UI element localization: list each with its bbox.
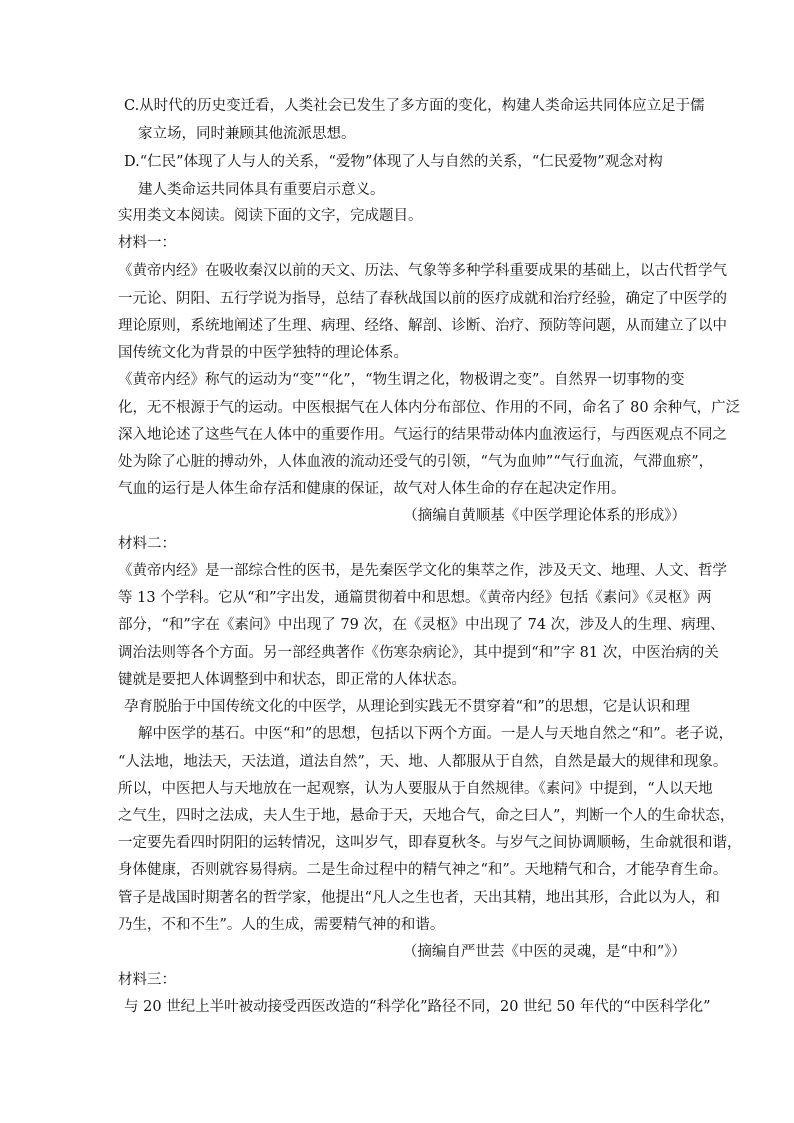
material-2-p2-line: 所以，中医把人与天地放在一起观察，认为人要服从于自然规律。《素问》中提到，“人以天地	[118, 781, 713, 797]
material-1-heading: 材料一：	[118, 235, 176, 251]
material-2-p2-line: 解中医学的基石。中医“和”的思想，包括以下两个方面。一是人与天地自然之“和”。老子说，	[138, 726, 734, 742]
material-1-p1-line: 理论原则，系统地阐述了生理、病理、经络、解剖、诊断、治疗、预防等问题，从而建立了以中	[118, 318, 727, 334]
material-2-p1-line: 部分，“和”字在《素问》中出现了 79 次，在《灵枢》中出现了 74 次，涉及人的生理、病理、	[118, 617, 725, 633]
option-c-line-2: 家立场，同时兼顾其他流派思想。	[138, 126, 356, 142]
option-c-line-1: C.从时代的历史变迁看，人类社会已发生了多方面的变化，构建人类命运共同体应立足于儒	[124, 98, 705, 114]
material-2-p2-line: 身体健康，否则就容易得病。二是生命过程中的精气神之“和”。天地精气和合，才能孕育生命。	[118, 862, 728, 878]
material-3-p1-line: 与 20 世纪上半叶被动接受西医改造的“科学化”路径不同，20 世纪 50 年代的“中医科学化”	[124, 999, 711, 1015]
option-d-line-2: 建人类命运共同体具有重要启示意义。	[138, 182, 385, 198]
material-1-p2-line: 《黄帝内经》称气的运动为“变”“化”，“物生谓之化，物极谓之变”。自然界一切事物的变	[118, 372, 685, 388]
material-2-p2-line: 之气生，四时之法成，夫人生于地，悬命于天，天地合气，命之曰人”，判断一个人的生命状态，	[118, 808, 735, 824]
material-2-p1-line: 《黄帝内经》是一部综合性的医书，是先秦医学文化的集萃之作，涉及天文、地理、人文、哲学	[118, 563, 727, 579]
material-1-source: （摘编自黄顺基《中医学理论体系的形成》）	[403, 508, 686, 524]
section-instruction: 实用类文本阅读。阅读下面的文字，完成题目。	[118, 208, 423, 224]
material-1-p2-line: 处为除了心脏的搏动外，人体血液的流动还受气的引领，“气为血帅”“气行血流，气滞血瘀”，	[118, 454, 714, 470]
material-2-heading: 材料二：	[118, 536, 176, 552]
material-3-heading: 材料三：	[118, 972, 176, 988]
material-2-p2-line: 一定要先看四时阴阳的运转情况，这叫岁气，即春夏秋冬。与岁气之间协调顺畅，生命就很和谐，	[118, 835, 742, 851]
material-2-p1-line: 键就是要把人体调整到中和状态，即正常的人体状态。	[118, 672, 466, 688]
material-1-p2-line: 化，无不根源于气的运动。中医根据气在人体内分布部位、作用的不同，命名了 80 余种气，广泛	[118, 400, 741, 416]
material-2-p2-line: “人法地，地法天，天法道，道法自然”，天、地、人都服从于自然，自然是最大的规律和现象。	[118, 754, 728, 770]
material-1-p1-line: 《黄帝内经》在吸收秦汉以前的天文、历法、气象等多种学科重要成果的基础上，以古代哲学气	[118, 263, 727, 279]
option-d-line-1: D.“仁民”体现了人与人的关系，“爱物”体现了人与自然的关系，“仁民爱物”观念对构	[124, 154, 663, 170]
material-2-source: （摘编自严世芸《中医的灵魂，是“中和”》）	[402, 944, 686, 960]
material-1-p2-line: 气血的运行是人体生命存活和健康的保证，故气对人体生命的存在起决定作用。	[118, 481, 626, 497]
material-2-p2-line: 管子是战国时期著名的哲学家，他提出“凡人之生也者，天出其精，地出其形，合此以为人，和	[118, 890, 720, 906]
material-1-p1-line: 一元论、阴阳、五行学说为指导，总结了春秋战国以前的医疗成就和治疗经验，确定了中医学的	[118, 291, 727, 307]
material-1-p1-line: 国传统文化为背景的中医学独特的理论体系。	[118, 345, 408, 361]
material-1-p2-line: 深入地论述了这些气在人体中的重要作用。气运行的结果带动体内血液运行，与西医观点不同之	[118, 427, 727, 443]
material-2-p2-line: 乃生，不和不生”。人的生成，需要精气神的和谐。	[118, 917, 445, 933]
material-2-p1-line: 调治法则等各个方面。另一部经典著作《伤寒杂病论》，其中提到“和”字 81 次，中医治病的关	[118, 645, 719, 661]
material-2-p2-line: 孕育脱胎于中国传统文化的中医学，从理论到实践无不贯穿着“和”的思想，它是认识和理	[124, 699, 690, 715]
material-2-p1-line: 等 13 个学科。它从“和”字出发，通篇贯彻着中和思想。《黄帝内经》包括《素问》《灵枢》两	[118, 590, 712, 606]
